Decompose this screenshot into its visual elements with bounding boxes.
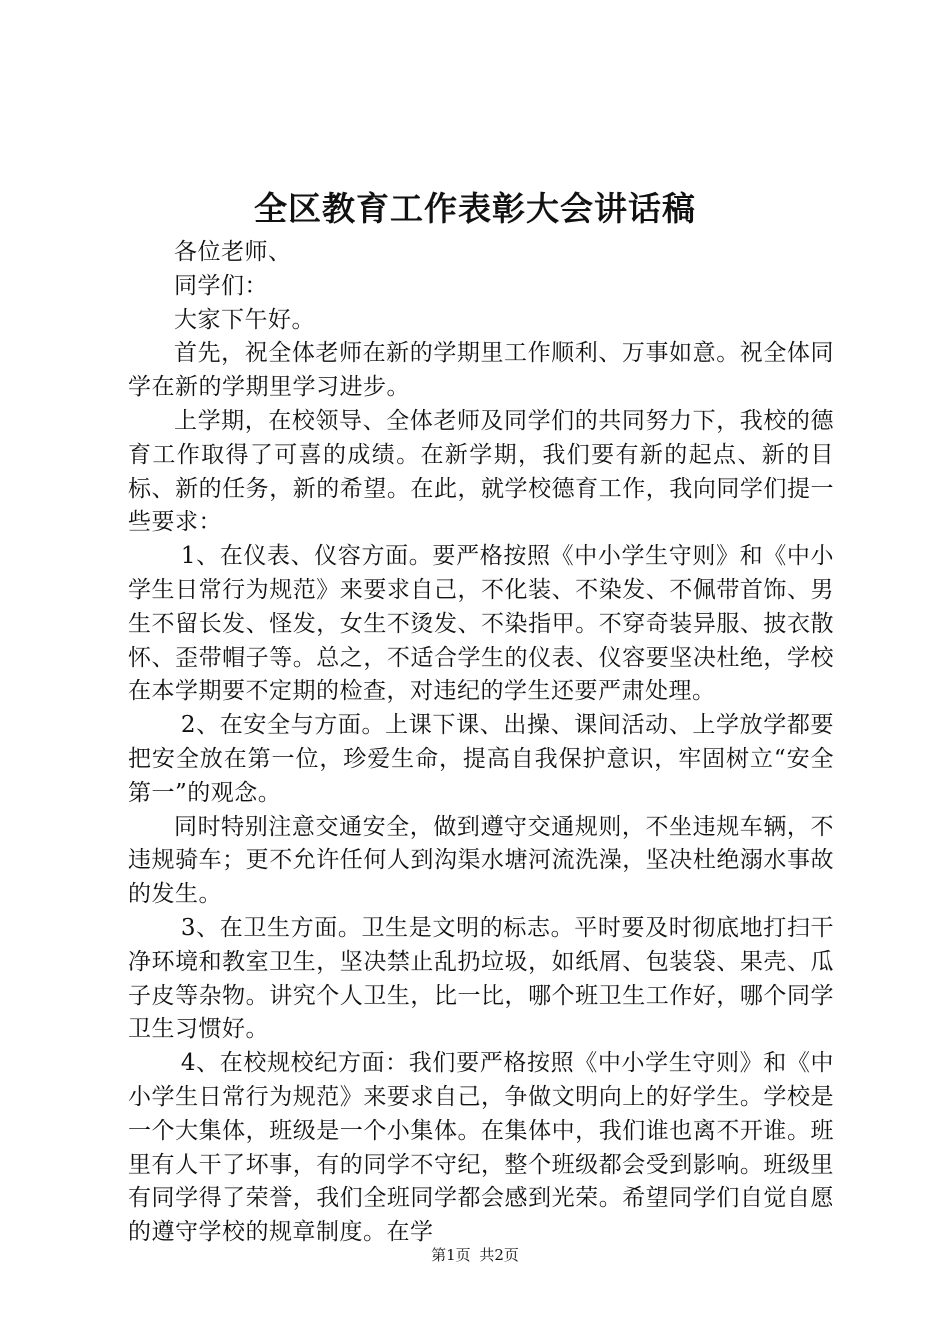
paragraph-safety: 2、在安全与方面。上课下课、出操、课间活动、上学放学都要把安全放在第一位，珍爱生命，提高自我保护意识，牢固树立“安全第一”的观念。 xyxy=(128,712,834,806)
document-body xyxy=(128,236,834,1250)
salutation-teachers: 各位老师、 xyxy=(174,239,292,265)
salutation-students: 同学们： xyxy=(174,272,268,299)
greeting: 大家下午好。 xyxy=(174,306,315,333)
document-title: 全区教育工作表彰大会讲话稿 xyxy=(254,189,696,228)
page-number: 第1页 xyxy=(431,1246,471,1264)
paragraph-wishes: 首先，祝全体老师在新的学期里工作顺利、万事如意。祝全体同学在新的学期里学习进步。 xyxy=(128,340,834,401)
paragraph-appearance: 1、在仪表、仪容方面。要严格按照《中小学生守则》和《中小学生日常行为规范》来要求自己，不化装、不染发、不佩带首饰、男生不留长发、怪发，女生不烫发、不染指甲。不穿奇装异服、披衣散怀、歪带帽子等。总之，不适合学生的仪表、仪容要坚决杜绝，学校在本学期要不定期的检查，对违纪的学生还要严肃处理。 xyxy=(128,543,834,705)
page-total: 共2页 xyxy=(479,1246,519,1264)
page-footer xyxy=(0,1245,950,1265)
paragraph-last-semester: 上学期，在校领导、全体老师及同学们的共同努力下，我校的德育工作取得了可喜的成绩。在新学期，我们要有新的起点、新的目标、新的任务，新的希望。在此，就学校德育工作，我向同学们提一些要求： xyxy=(128,407,834,536)
paragraph-traffic-safety: 同时特别注意交通安全，做到遵守交通规则，不坐违规车辆，不违规骑车；更不允许任何人到沟渠水塘河流洗澡，坚决杜绝溺水事故的发生。 xyxy=(128,813,834,908)
paragraph-hygiene: 3、在卫生方面。卫生是文明的标志。平时要及时彻底地打扫干净环境和教室卫生，坚决禁止乱扔垃圾，如纸屑、包装袋、果壳、瓜子皮等杂物。讲究个人卫生，比一比，哪个班卫生工作好，哪个同学卫生习惯好。 xyxy=(128,914,834,1043)
paragraph-discipline: 4、在校规校纪方面：我们要严格按照《中小学生守则》和《中小学生日常行为规范》来要求自己，争做文明向上的好学生。学校是一个大集体，班级是一个小集体。在集体中，我们谁也离不开谁。班里有人干了坏事，有的同学不守纪，整个班级都会受到影响。班级里有同学得了荣誉，我们全班同学都会感到光荣。希望同学们自觉自愿的遵守学校的规章制度。在学 xyxy=(128,1050,834,1246)
